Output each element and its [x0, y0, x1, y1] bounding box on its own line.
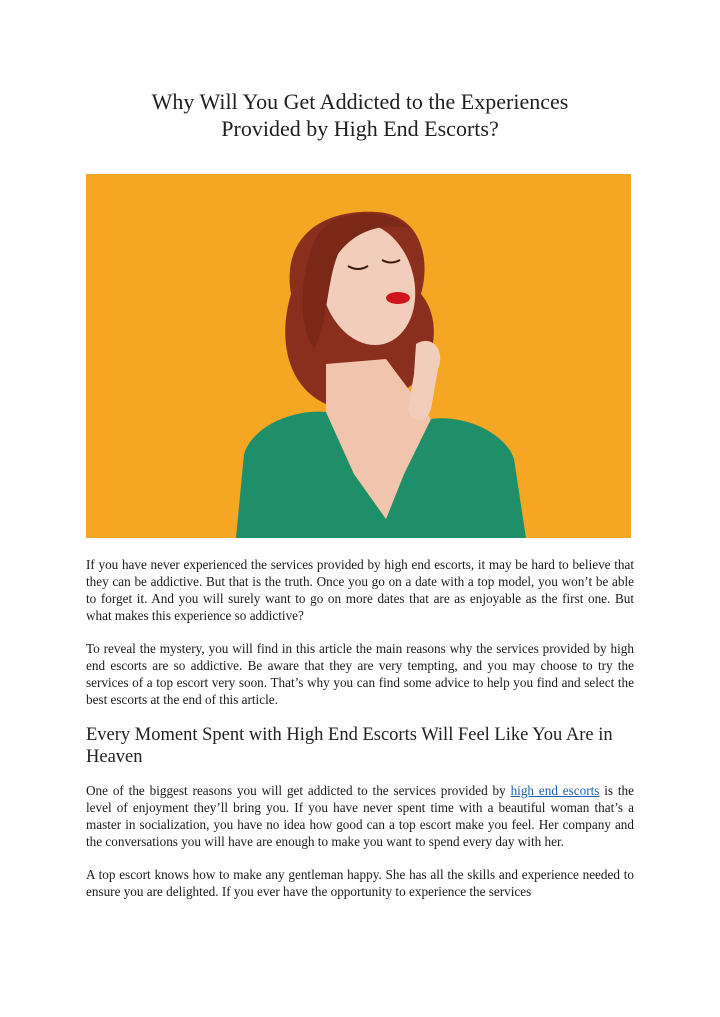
paragraph-3-end: is the level of enjoyment they’ll bring you. If you have never spent time with a beautiful woman that’s a master in socialization, you have no idea how good can a top escort make you feel. Her company and the conversations you will have are enough to make you want to spend every day with her. [86, 783, 634, 849]
red-lips [386, 292, 410, 304]
title-line-2: Provided by High End Escorts? [221, 116, 499, 141]
woman-portrait-illustration [86, 174, 631, 538]
hero-image [86, 174, 631, 538]
paragraph-1: If you have never experienced the services provided by high end escorts, it may be hard to believe that they can be addictive. But that is the truth. Once you go on a date with a top model, you won’t be able to forget it. And you will surely want to go on more dates that are as enjoyable as the first one. But what makes this experience so addictive? [86, 557, 634, 623]
high-end-escorts-link[interactable]: high end escorts [510, 783, 600, 798]
paragraph-4: A top escort knows how to make any gentleman happy. She has all the skills and experience needed to ensure you are delighted. If you ever have the opportunity to experience the services [86, 867, 634, 899]
article-body [86, 556, 634, 916]
page-title [86, 88, 634, 142]
title-line-1: Why Will You Get Addicted to the Experiences [151, 89, 569, 114]
paragraph-3-start: One of the biggest reasons you will get addicted to the services provided by [86, 783, 511, 798]
paragraph-2: To reveal the mystery, you will find in this article the main reasons why the services provided by high end escorts are so addictive. Be aware that they are very tempting, and you may choose to try the services of a top escort very soon. That’s why you can find some advice to help you find and select the best escorts at the end of this article. [86, 641, 634, 707]
section-heading: Every Moment Spent with High End Escorts Will Feel Like You Are in Heaven [86, 725, 613, 767]
paragraph-3 [86, 782, 634, 850]
